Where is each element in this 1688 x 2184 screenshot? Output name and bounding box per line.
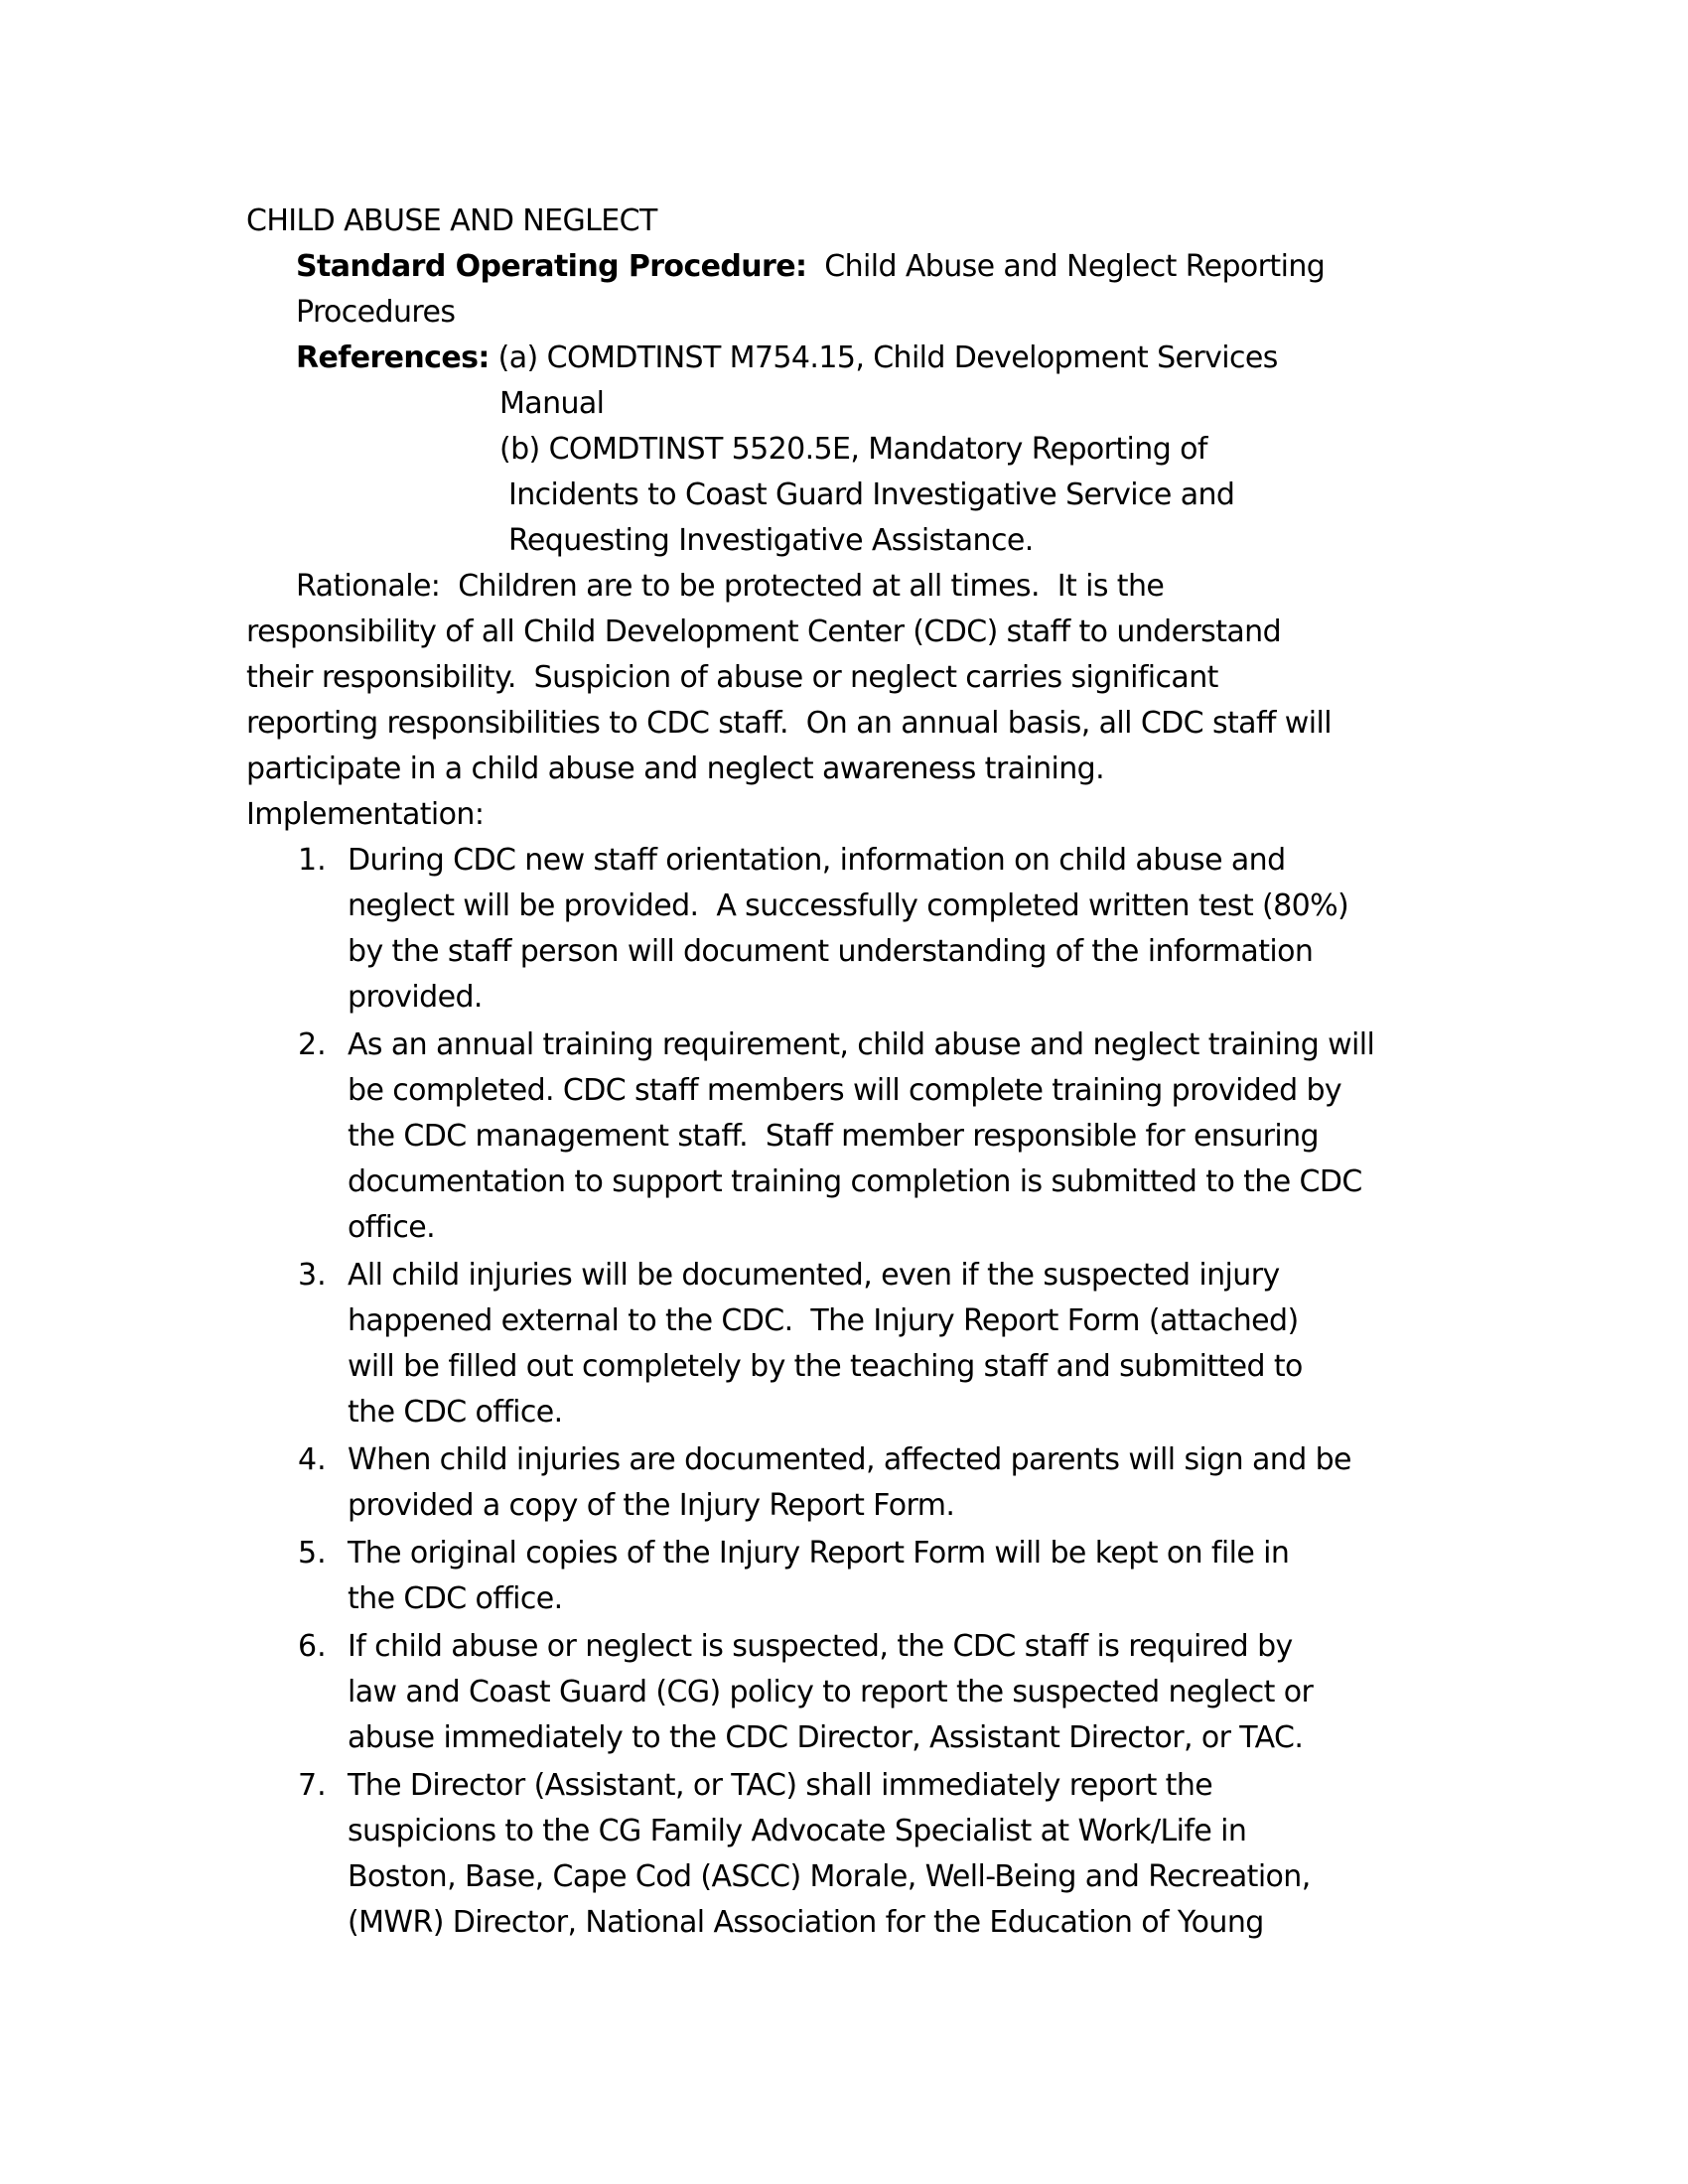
list-item-line: When child injuries are documented, affected parents will sign and be — [348, 1442, 1351, 1477]
list-item-number: 4. — [298, 1442, 327, 1477]
list-item-line: will be filled out completely by the teaching staff and submitted to — [348, 1349, 1303, 1384]
references-line — [296, 336, 1278, 381]
reference-b: (b) COMDTINST 5520.5E, Mandatory Reporting of — [499, 432, 1207, 467]
list-item-line: abuse immediately to the CDC Director, Assistant Director, or TAC. — [348, 1720, 1304, 1755]
implementation-label: Implementation: — [246, 797, 485, 832]
list-item-line: law and Coast Guard (CG) policy to report the suspected neglect or — [348, 1675, 1314, 1709]
list-item-line: documentation to support training completion is submitted to the CDC — [348, 1164, 1362, 1199]
list-item-line: As an annual training requirement, child abuse and neglect training will — [348, 1027, 1375, 1062]
list-item-number: 7. — [298, 1768, 327, 1803]
list-item-number: 3. — [298, 1258, 327, 1293]
list-item-line: Boston, Base, Cape Cod (ASCC) Morale, Well-Being and Recreation, — [348, 1859, 1311, 1894]
list-item-line: (MWR) Director, National Association for the Education of Young — [348, 1905, 1264, 1940]
list-item-line: If child abuse or neglect is suspected, the CDC staff is required by — [348, 1629, 1293, 1664]
sop-label: Standard Operating Procedure: — [296, 249, 807, 284]
reference-a-continued: Manual — [499, 386, 605, 421]
list-item-line: provided a copy of the Injury Report Form. — [348, 1488, 955, 1523]
sop-line — [296, 244, 1325, 290]
sop-title: Child Abuse and Neglect Reporting — [824, 249, 1326, 284]
list-item-number: 1. — [298, 843, 327, 878]
list-item-line: suspicions to the CG Family Advocate Specialist at Work/Life in — [348, 1814, 1247, 1848]
list-item-line: the CDC office. — [348, 1581, 563, 1616]
rationale-line: participate in a child abuse and neglect awareness training. — [246, 751, 1105, 786]
list-item-line: neglect will be provided. A successfully completed written test (80%) — [348, 888, 1349, 923]
reference-b-continued-2: Requesting Investigative Assistance. — [508, 523, 1034, 558]
list-item-number: 5. — [298, 1536, 327, 1570]
list-item-line: The Director (Assistant, or TAC) shall immediately report the — [348, 1768, 1213, 1803]
list-item-number: 6. — [298, 1629, 327, 1664]
list-item-line: During CDC new staff orientation, information on child abuse and — [348, 843, 1286, 878]
document-heading: CHILD ABUSE AND NEGLECT — [246, 204, 657, 238]
list-item-line: office. — [348, 1210, 436, 1245]
list-item-line: All child injuries will be documented, even if the suspected injury — [348, 1258, 1280, 1293]
reference-a: (a) COMDTINST M754.15, Child Development Services — [497, 341, 1278, 375]
references-label: References: — [296, 341, 490, 375]
list-item-line: The original copies of the Injury Report Form will be kept on file in — [348, 1536, 1290, 1570]
list-item-line: happened external to the CDC. The Injury Report Form (attached) — [348, 1303, 1299, 1338]
rationale-line: reporting responsibilities to CDC staff. On an annual basis, all CDC staff will — [246, 706, 1332, 741]
rationale-line: their responsibility. Suspicion of abuse or neglect carries significant — [246, 660, 1218, 695]
list-item-line: the CDC management staff. Staff member responsible for ensuring — [348, 1119, 1319, 1154]
list-item-number: 2. — [298, 1027, 327, 1062]
reference-b-continued-1: Incidents to Coast Guard Investigative Service and — [508, 478, 1235, 512]
list-item-line: by the staff person will document understanding of the information — [348, 934, 1314, 969]
list-item-line: provided. — [348, 980, 483, 1015]
sop-title-continued: Procedures — [296, 295, 456, 330]
rationale-line: responsibility of all Child Development Center (CDC) staff to understand — [246, 614, 1282, 649]
list-item-line: be completed. CDC staff members will complete training provided by — [348, 1073, 1342, 1108]
list-item-line: the CDC office. — [348, 1395, 563, 1430]
rationale-line: Rationale: Children are to be protected at all times. It is the — [296, 569, 1165, 604]
